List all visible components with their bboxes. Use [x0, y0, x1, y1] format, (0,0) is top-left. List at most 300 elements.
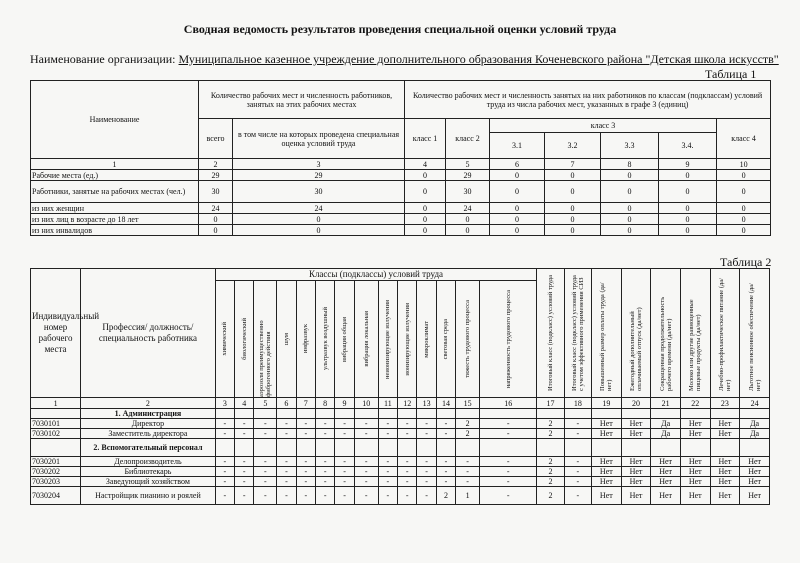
- t2-extra-cell: Нет: [680, 477, 710, 487]
- t2-factor-cell: -: [315, 429, 334, 439]
- t2-section-cell: [398, 439, 417, 457]
- t2-factor-cell: -: [277, 477, 296, 487]
- t2-section-cell: [651, 439, 681, 457]
- t2-factor-cell: -: [235, 487, 254, 505]
- t2-extra-cell: Да: [651, 419, 681, 429]
- t2-section-cell: [277, 409, 296, 419]
- t2-header-short-time: [651, 269, 681, 398]
- t2-header-milk: [680, 269, 710, 398]
- t2-col-number: 6: [277, 398, 296, 409]
- t2-header-factor-text: биологический: [240, 318, 248, 360]
- t2-section-cell: [296, 439, 315, 457]
- t2-factor-cell: -: [277, 419, 296, 429]
- t1-cell: 24: [199, 203, 233, 214]
- t2-section-cell: [651, 409, 681, 419]
- t2-section-cell: [315, 409, 334, 419]
- t2-factor-cell: -: [456, 467, 480, 477]
- t2-factor-cell: -: [398, 457, 417, 467]
- t2-extra-cell: Нет: [621, 487, 651, 505]
- t1-cell: 30: [199, 181, 233, 203]
- t1-row-name: из них инвалидов: [31, 225, 199, 236]
- t2-header-leave-text: Ежегодный дополнительный оплачиваемый отпуск (да/нет): [628, 307, 643, 391]
- t2-extra-cell: Нет: [710, 477, 740, 487]
- t2-factor-cell: -: [277, 457, 296, 467]
- t2-section-cell: [277, 439, 296, 457]
- t2-section-cell: [564, 409, 591, 419]
- t2-header-nutrition: [710, 269, 740, 398]
- t1-cell: 0: [490, 181, 545, 203]
- t2-factor-cell: -: [436, 457, 455, 467]
- t2-workplace-id: 7030202: [31, 467, 81, 477]
- t2-section-cell: [315, 439, 334, 457]
- t2-factor-cell: -: [378, 487, 397, 505]
- t2-section-spacer: [31, 439, 81, 457]
- t2-section-cell: [215, 439, 234, 457]
- t2-extra-cell: Нет: [680, 487, 710, 505]
- t1-col-number: 5: [446, 159, 490, 170]
- t2-factor-cell: -: [354, 477, 378, 487]
- t2-col-number: 11: [378, 398, 397, 409]
- t2-section-cell: [621, 439, 651, 457]
- t2-factor-cell: -: [436, 429, 455, 439]
- t2-header-factor: [398, 281, 417, 398]
- t1-cell: 0: [659, 170, 717, 181]
- t1-row-name: из них лиц в возрасте до 18 лет: [31, 214, 199, 225]
- t2-header-id: Индивидуальный номер рабочего места: [31, 269, 81, 398]
- t1-cell: 0: [405, 170, 446, 181]
- t2-header-factor-text: вибрация общая: [341, 316, 349, 362]
- t1-col-number: 3: [233, 159, 405, 170]
- t2-factor-cell: -: [378, 467, 397, 477]
- t2-section-cell: [215, 409, 234, 419]
- t1-cell: 0: [659, 225, 717, 236]
- t1-cell: 30: [233, 181, 405, 203]
- t2-extra-cell: Да: [740, 419, 770, 429]
- t2-factor-cell: -: [296, 457, 315, 467]
- t2-extra-cell: -: [564, 429, 591, 439]
- t2-workplace-id: 7030102: [31, 429, 81, 439]
- t2-row: [31, 477, 770, 487]
- t2-workplace-id: 7030101: [31, 419, 81, 429]
- t2-extra-cell: Нет: [621, 467, 651, 477]
- t2-factor-cell: -: [436, 477, 455, 487]
- t2-extra-cell: Нет: [621, 457, 651, 467]
- t1-row: [31, 225, 771, 236]
- t1-cell: 0: [545, 203, 601, 214]
- t2-header-factor: [480, 281, 537, 398]
- t2-col-number: 10: [354, 398, 378, 409]
- t1-cell: 0: [545, 225, 601, 236]
- t2-header-factor-text: химический: [221, 322, 229, 356]
- t2-section-cell: [537, 439, 564, 457]
- t2-factor-cell: -: [354, 429, 378, 439]
- t2-col-number: 23: [710, 398, 740, 409]
- t2-factor-cell: -: [235, 457, 254, 467]
- t2-header-pension: [740, 269, 770, 398]
- t2-header-factor: [235, 281, 254, 398]
- t2-factor-cell: -: [296, 429, 315, 439]
- t2-extra-cell: 2: [537, 419, 564, 429]
- t2-factor-cell: -: [417, 487, 436, 505]
- t1-cell: 0: [233, 214, 405, 225]
- t2-section-cell: [740, 409, 770, 419]
- t2-section-cell: [378, 409, 397, 419]
- t2-factor-cell: -: [417, 429, 436, 439]
- t2-factor-cell: -: [315, 467, 334, 477]
- t1-row-name: Рабочие места (ед.): [31, 170, 199, 181]
- t1-cell: 0: [405, 225, 446, 236]
- t2-factor-cell: -: [335, 467, 354, 477]
- t2-header-profession: Профессия/ должность/ специальность работника: [81, 269, 216, 398]
- workplace-table: [30, 268, 770, 505]
- t2-extra-cell: Нет: [680, 419, 710, 429]
- t2-factor-cell: 2: [436, 487, 455, 505]
- t1-col-number: 6: [490, 159, 545, 170]
- t1-col-number: 9: [659, 159, 717, 170]
- t2-factor-cell: -: [277, 487, 296, 505]
- t2-row: [31, 457, 770, 467]
- t2-section-cell: [335, 439, 354, 457]
- t1-cell: 0: [659, 181, 717, 203]
- organization-line: [30, 52, 779, 67]
- t2-header-milk-text: Молоко или другие равноценные пищевые продукты (да/нет): [688, 299, 703, 391]
- t2-col-number: 16: [480, 398, 537, 409]
- t2-factor-cell: -: [417, 477, 436, 487]
- t2-section-cell: [680, 439, 710, 457]
- t2-extra-cell: Нет: [740, 457, 770, 467]
- t1-header-total: всего: [199, 119, 233, 159]
- t2-header-factor: [315, 281, 334, 398]
- t2-header-final-class-siz-text: Итоговый класс (подкласс) условий труда с учетом эффективного применения СИЗ: [570, 275, 585, 391]
- t2-section-cell: [537, 409, 564, 419]
- t2-extra-cell: -: [564, 457, 591, 467]
- t2-header-factor-text: световая среда: [442, 318, 450, 360]
- t1-cell: 0: [490, 225, 545, 236]
- t2-extra-cell: Нет: [710, 429, 740, 439]
- t2-factor-cell: -: [215, 487, 234, 505]
- t2-section-cell: [740, 439, 770, 457]
- organization-label: Наименование организации:: [30, 52, 176, 66]
- t2-header-final-class-text: Итоговый класс (подкласс) условий труда: [546, 275, 554, 391]
- t2-header-factor: [277, 281, 296, 398]
- t2-extra-cell: Нет: [651, 477, 681, 487]
- t2-col-number: 1: [31, 398, 81, 409]
- t2-section-cell: [680, 409, 710, 419]
- t2-extra-cell: -: [564, 487, 591, 505]
- t2-factor-cell: -: [398, 487, 417, 505]
- t2-row: [31, 467, 770, 477]
- t2-factor-cell: 2: [456, 419, 480, 429]
- t2-factor-cell: -: [354, 457, 378, 467]
- t2-extra-cell: 2: [537, 477, 564, 487]
- t2-col-number: 17: [537, 398, 564, 409]
- t2-col-number: 5: [254, 398, 277, 409]
- t2-extra-cell: Нет: [621, 419, 651, 429]
- t2-workplace-id: 7030201: [31, 457, 81, 467]
- t2-col-number: 12: [398, 398, 417, 409]
- t2-factor-cell: -: [296, 467, 315, 477]
- t1-cell: 0: [717, 181, 771, 203]
- t2-header-factor-text: напряженность трудового процесса: [504, 289, 512, 389]
- t2-header-factor: [354, 281, 378, 398]
- t2-section-cell: [564, 439, 591, 457]
- t2-section-cell: [710, 439, 740, 457]
- t2-section-cell: [592, 409, 622, 419]
- t2-factor-cell: -: [315, 457, 334, 467]
- t2-header-factor-text: инфразвук: [302, 324, 310, 354]
- t2-extra-cell: Да: [651, 429, 681, 439]
- t2-extra-cell: Нет: [740, 467, 770, 477]
- t2-workplace-id: 7030203: [31, 477, 81, 487]
- t2-header-factor-text: шум: [282, 332, 290, 346]
- t2-header-leave: [621, 269, 651, 398]
- t1-row-name: из них женщин: [31, 203, 199, 214]
- t2-header-factor-text: микроклимат: [423, 320, 431, 358]
- t2-factor-cell: -: [215, 477, 234, 487]
- t1-header-class4: класс 4: [717, 119, 771, 159]
- t2-header-factor: [378, 281, 397, 398]
- t1-header-name: Наименование: [31, 81, 199, 159]
- t1-cell: 29: [233, 170, 405, 181]
- t2-header-factor: [436, 281, 455, 398]
- t1-cell: 0: [405, 203, 446, 214]
- table2-label: Таблица 2: [720, 255, 772, 269]
- t1-cell: 0: [659, 214, 717, 225]
- t2-factor-cell: -: [254, 419, 277, 429]
- t2-factor-cell: -: [480, 457, 537, 467]
- t2-extra-cell: Нет: [710, 457, 740, 467]
- t2-workplace-name: Делопроизводитель: [81, 457, 216, 467]
- t2-col-number: 9: [335, 398, 354, 409]
- t2-extra-cell: 2: [537, 429, 564, 439]
- t2-factor-cell: -: [215, 467, 234, 477]
- t2-extra-cell: 2: [537, 467, 564, 477]
- t2-extra-cell: Нет: [592, 467, 622, 477]
- t2-section-cell: [456, 439, 480, 457]
- t2-factor-cell: -: [215, 429, 234, 439]
- t2-col-number: 18: [564, 398, 591, 409]
- table1-label: Таблица 1: [705, 67, 757, 81]
- t1-cell: 0: [601, 203, 659, 214]
- t1-cell: 0: [717, 203, 771, 214]
- t2-header-nutrition-text: Лечебно-профилактическое питание (да/нет): [717, 278, 732, 391]
- t2-header-final-class: [537, 269, 564, 398]
- t1-cell: 0: [545, 214, 601, 225]
- t2-col-number: 20: [621, 398, 651, 409]
- t2-extra-cell: Нет: [710, 419, 740, 429]
- t1-cell: 24: [446, 203, 490, 214]
- t2-header-factor: [335, 281, 354, 398]
- t2-section-title: 2. Вспомогательный персонал: [81, 439, 216, 457]
- t1-cell: 0: [199, 214, 233, 225]
- t2-header-classes: Классы (подклассы) условий труда: [215, 269, 537, 281]
- t2-section-cell: [480, 439, 537, 457]
- t2-factor-cell: -: [296, 477, 315, 487]
- t2-section-cell: [254, 439, 277, 457]
- t2-extra-cell: Нет: [740, 477, 770, 487]
- t2-factor-cell: -: [417, 457, 436, 467]
- t2-extra-cell: Нет: [680, 467, 710, 477]
- t2-factor-cell: -: [335, 457, 354, 467]
- t2-factor-cell: -: [378, 457, 397, 467]
- t1-cell: 0: [405, 181, 446, 203]
- t2-factor-cell: -: [436, 467, 455, 477]
- t2-extra-cell: Нет: [651, 457, 681, 467]
- t1-cell: 0: [545, 170, 601, 181]
- t2-extra-cell: 2: [537, 457, 564, 467]
- t2-header-factor: [417, 281, 436, 398]
- t1-row: [31, 214, 771, 225]
- t2-extra-cell: Нет: [621, 477, 651, 487]
- t2-factor-cell: -: [436, 419, 455, 429]
- t1-header-class1: класс 1: [405, 119, 446, 159]
- t2-factor-cell: -: [398, 429, 417, 439]
- t2-header-factor: [296, 281, 315, 398]
- t2-extra-cell: -: [564, 419, 591, 429]
- t2-factor-cell: -: [296, 487, 315, 505]
- t2-factor-cell: -: [235, 467, 254, 477]
- t1-cell: 30: [446, 181, 490, 203]
- t2-section-cell: [398, 409, 417, 419]
- t2-extra-cell: Нет: [592, 419, 622, 429]
- t2-factor-cell: -: [398, 467, 417, 477]
- t2-section-cell: [710, 409, 740, 419]
- t2-factor-cell: -: [235, 477, 254, 487]
- t2-factor-cell: -: [254, 457, 277, 467]
- t1-header-assessed: в том числе на которых проведена специальная оценка условий труда: [233, 119, 405, 159]
- t2-col-number: 21: [651, 398, 681, 409]
- t2-header-factor-text: неионизирующие излучения: [384, 299, 392, 379]
- t1-cell: 0: [446, 225, 490, 236]
- t1-cell: 0: [717, 170, 771, 181]
- t2-header-factor-text: вибрация локальная: [362, 311, 370, 367]
- t2-workplace-name: Директор: [81, 419, 216, 429]
- t1-cell: 0: [490, 214, 545, 225]
- t2-factor-cell: -: [378, 429, 397, 439]
- t2-factor-cell: -: [277, 467, 296, 477]
- t1-cell: 24: [233, 203, 405, 214]
- t2-col-number: 8: [315, 398, 334, 409]
- t2-section-cell: [436, 409, 455, 419]
- t2-section-cell: [335, 409, 354, 419]
- t2-factor-cell: -: [354, 419, 378, 429]
- t2-factor-cell: 2: [456, 429, 480, 439]
- t1-header-sub: 3.3: [601, 133, 659, 159]
- t1-col-number: 1: [31, 159, 199, 170]
- t1-cell: 0: [233, 225, 405, 236]
- t1-header-group2: Количество рабочих мест и численность занятых на них работников по классам (подклассам) условий труда из числа рабочих мест, указанных в графе 3 (единиц): [405, 81, 771, 119]
- t2-factor-cell: -: [296, 419, 315, 429]
- t2-col-number: 15: [456, 398, 480, 409]
- t2-col-number: 7: [296, 398, 315, 409]
- t2-extra-cell: -: [564, 477, 591, 487]
- t2-factor-cell: -: [378, 477, 397, 487]
- t2-section-cell: [296, 409, 315, 419]
- t2-row: [31, 429, 770, 439]
- organization-name: Муниципальное казенное учреждение дополнительного образования Коченевского района "Детская школа искусств": [178, 52, 779, 66]
- t2-workplace-id: 7030204: [31, 487, 81, 505]
- t2-section-spacer: [31, 409, 81, 419]
- t2-factor-cell: -: [254, 467, 277, 477]
- t2-extra-cell: Нет: [651, 467, 681, 477]
- t2-col-number: 19: [592, 398, 622, 409]
- t2-section-cell: [417, 409, 436, 419]
- t2-section-cell: [354, 439, 378, 457]
- t1-cell: 0: [490, 170, 545, 181]
- t2-extra-cell: Нет: [592, 487, 622, 505]
- t1-header-class2: класс 2: [446, 119, 490, 159]
- t1-header-class3: класс 3: [490, 119, 717, 133]
- t2-factor-cell: -: [417, 419, 436, 429]
- t2-factor-cell: -: [480, 487, 537, 505]
- t2-factor-cell: -: [235, 419, 254, 429]
- t1-cell: 0: [601, 214, 659, 225]
- t2-col-number: 14: [436, 398, 455, 409]
- t2-section-cell: [378, 439, 397, 457]
- document-title: Сводная ведомость результатов проведения специальной оценки условий труда: [183, 22, 617, 36]
- t2-factor-cell: -: [417, 467, 436, 477]
- t2-header-factor-text: ионизирующие излучения: [403, 302, 411, 376]
- t1-cell: 0: [545, 181, 601, 203]
- t2-extra-cell: Да: [740, 429, 770, 439]
- t2-extra-cell: Нет: [621, 429, 651, 439]
- t2-row: [31, 439, 770, 457]
- t2-header-factor: [254, 281, 277, 398]
- t2-section-cell: [235, 409, 254, 419]
- t2-header-pension-text: Льготное пенсионное обеспечение (да/нет): [747, 283, 762, 391]
- t2-extra-cell: Нет: [680, 429, 710, 439]
- t2-section-cell: [417, 439, 436, 457]
- t2-factor-cell: -: [335, 487, 354, 505]
- t1-cell: 0: [199, 225, 233, 236]
- t2-header-factor: [215, 281, 234, 398]
- t1-cell: 0: [717, 225, 771, 236]
- t2-extra-cell: Нет: [592, 477, 622, 487]
- t1-cell: 0: [405, 214, 446, 225]
- t1-cell: 29: [199, 170, 233, 181]
- t2-extra-cell: -: [564, 467, 591, 477]
- t1-header-sub: 3.4.: [659, 133, 717, 159]
- t2-extra-cell: Нет: [710, 467, 740, 477]
- t2-factor-cell: 1: [456, 487, 480, 505]
- t2-factor-cell: -: [398, 477, 417, 487]
- t1-cell: 0: [601, 181, 659, 203]
- t1-col-number: 8: [601, 159, 659, 170]
- t2-factor-cell: -: [254, 429, 277, 439]
- t2-header-factor-text: аэрозоли преимущественно фиброгенного действия: [258, 320, 273, 397]
- t2-row: [31, 409, 770, 419]
- t1-cell: 0: [446, 214, 490, 225]
- t2-factor-cell: -: [235, 429, 254, 439]
- t2-header-pay-text: Повышенный размер оплаты труда (да/нет): [599, 282, 614, 391]
- t2-col-number: 3: [215, 398, 234, 409]
- t2-header-short-time-text: Сокращенная продолжительность рабочего времени (да/нет): [658, 296, 673, 391]
- t2-factor-cell: -: [335, 429, 354, 439]
- t2-extra-cell: Нет: [680, 457, 710, 467]
- t2-header-factor-text: тяжесть трудового процесса: [464, 300, 472, 378]
- t2-factor-cell: -: [335, 419, 354, 429]
- t2-row: [31, 419, 770, 429]
- t2-factor-cell: -: [215, 419, 234, 429]
- t2-header-factor-text: ультразвук воздушный: [321, 307, 329, 371]
- t2-extra-cell: Нет: [592, 429, 622, 439]
- t2-section-cell: [254, 409, 277, 419]
- t2-section-cell: [456, 409, 480, 419]
- t1-row: [31, 170, 771, 181]
- t2-factor-cell: -: [315, 487, 334, 505]
- t2-section-cell: [592, 439, 622, 457]
- t2-workplace-name: Настройщик пианино и роялей: [81, 487, 216, 505]
